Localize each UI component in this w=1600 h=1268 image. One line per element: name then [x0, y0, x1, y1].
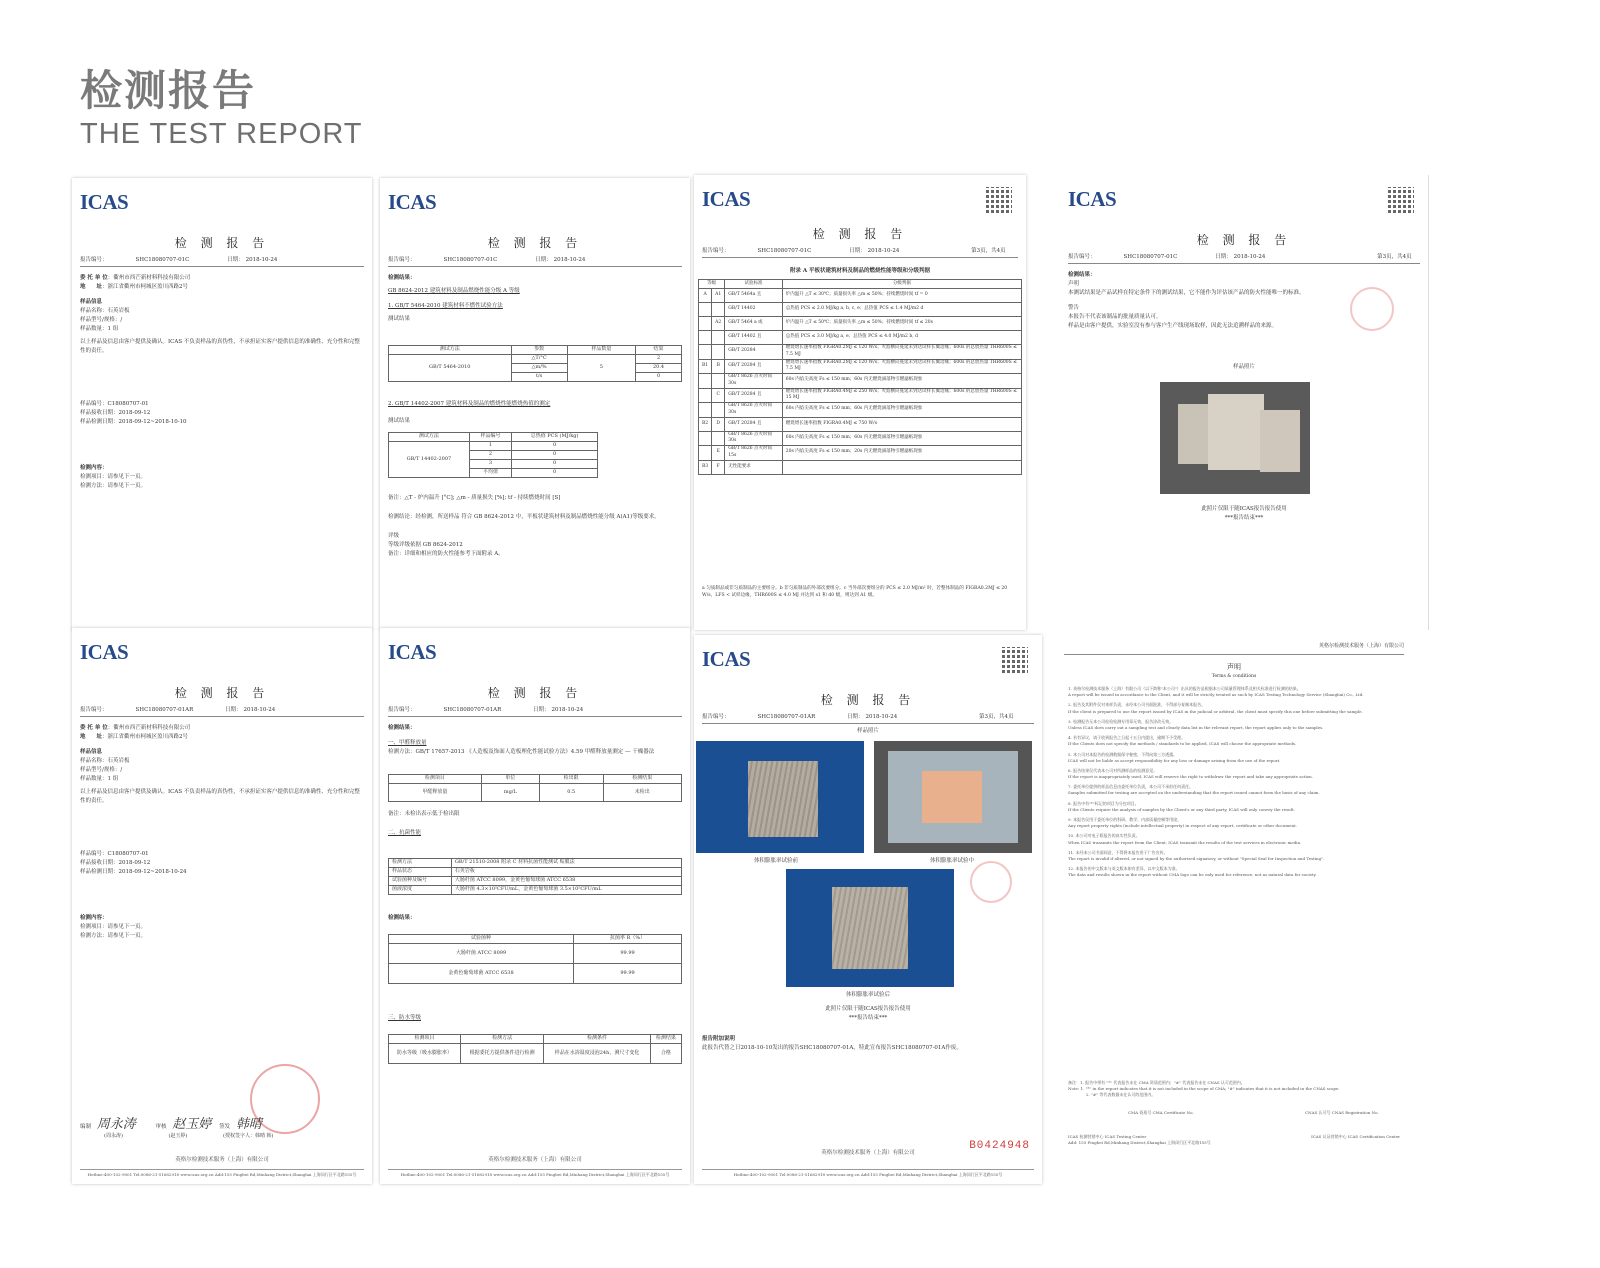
signatures: 编制 周永涛 审核 赵玉婷 签发 韩晴 [80, 1117, 262, 1132]
table-calorific: 测试方法 样品编号 总热值 PCS (MJ/kg) GB/T 14402-2007 1 0 2 0 3 0 平均值 0 [388, 432, 598, 478]
report-title: 检 测 报 告 [174, 236, 270, 250]
annex-row: GB/T 8626 点火时间 30s 60s 内焰尖高度 Fs ≤ 150 mm；60s 内无燃烧滴落物引燃滤纸现象 [699, 374, 1022, 389]
sample-photo-before [696, 741, 864, 853]
terms-line: 4. 若有异议，请于收到报告之日起十五日内提出，逾期不予受理。 [1068, 735, 1186, 741]
annex-row: GB/T 14402 且 总热值 PCS ≤ 3.0 MJ/kg a, e；总热值 PCS ≤ 4.0 MJ/m2 b, d [699, 331, 1022, 345]
report-title: 检 测 报 告 [1196, 233, 1292, 247]
table-noncombustibility: 测试方法 参数 样品数量 结果 GB/T 5464-2010 △T/°C 5 2 △m/% 20.4 t/s 0 [388, 345, 682, 382]
table-antibacterial-method: 检测方法 GB/T 21510-2008 附录 C 材料抗菌性能测试 贴膜法 样品状态 石英岩板 试验菌种及编号 大肠杆菌 ATCC 8099，金黄色葡萄球菌 ATCC 6538 菌液浓度 大肠杆菌 4.3×10⁵CFU/mL，金黄色葡萄球菌 3.5×10⁵CFU/mL [388, 858, 682, 895]
qr-code-icon [986, 187, 1012, 213]
annex-row: B3 F 无性能要求 [699, 460, 1022, 474]
sample-photo-during [874, 741, 1032, 853]
table-formaldehyde: 检测项目 单位 检出限 检测结果 甲醛释放量 mg/L 0.5 未检出 [388, 774, 682, 802]
terms-line: If the report is inappropriately used, ICAS will reserve the right to withdraw the report and take any appropriate action. [1068, 774, 1314, 780]
icas-logo: ICAS [702, 187, 751, 211]
annex-row: A2 GB/T 5464 a 或 炉内温升 △T ≤ 50℃；质量损失率 △m ≤ 50%；持续燃烧时间 tf ≤ 20s [699, 317, 1022, 331]
report-page-4: ICAS 检 测 报 告 报告编号： SHC18080707-01C 日期： 2018-10-24 第3页，共4页 检测结果： 声明 本测试结果是产品试样在特定条件下的测试结果，它不能作为评估该产品的防火性能唯一的标准。 警告 本报告不代表该制品的批量质量认可。 样品是由客户提供，实验室没有参与客户生产线现场取样，因此无法追溯样品的来源。 样品照片 此照片仅限于随ICAS报告报告使用 ***报告结束*** [1060, 175, 1429, 630]
terms-line: If the Clients require the analysis of samples by the Client's or any third party, ICAS will only convey the result. [1068, 806, 1295, 812]
report-meta: 报告编号： SHC18080707-01AR 日期： 2018-10-24 [80, 707, 276, 713]
annex-row: B2 D GB/T 20284 且 燃烧增长速率指数 FIGRA0.4MJ ≤ 750 W/s [699, 417, 1022, 431]
report-page-5: ICAS 检 测 报 告 报告编号： SHC18080707-01AR 日期： 2018-10-24 委 托 单 位：衢州市西芒新材料科技有限公司 地 址：浙江省衢州市柯城区盈川西路2号 样品信息 样品名称：石英岩板 样品型号/规格：/ 样品数量：1 组 以上样品及信息由客户提供及确认。ICAS 不负责样品的真伪性，不承担证实客户提供信息的准确性、充分性和完整性的责任。 样品编号：C18080707-01 样品接收日期：2018-09-12 样品检测日期：2018-09-12~2018-10-24 检测内容： 检测项目：请参见下一页。 检测方法：请参见下一页。 编制 周永涛 审核 赵玉婷 签发 韩晴 (周永涛) (赵玉婷) (授权签字人：韩晴 韩) 英格尔检测技术服务（上海）有限公司 Hotline:400-102-9001 Tel:0086-21-51682918 www.icas.org.cn Add:155 Pingbei Rd,Minhang District,Shanghai 上海闵行区平北路155号 [72, 628, 372, 1184]
report-page-2: ICAS 检 测 报 告 报告编号： SHC18080707-01C 日期： 2018-10-24 检测结果： GB 8624-2012 建筑材料及制品燃烧性能分级 A 等级 1. GB/T 5464-2010 建筑材料不燃性试验方法 测试结果 测试方法 参数 样品数量 结果 GB/T 5464-2010 △T/°C 5 2 △m/% 20.4 t/s 0 2. GB/T 14402-2007 建筑材料及制品的燃烧性能燃烧热值的测定 测试结果 测试方法 样品编号 总热值 PCS (MJ/kg) GB/T 14402-2007 1 0 2 0 3 0 平均值 0 备注：△T - 炉内温升 [°C]; △m - 质量损失 [%]; tf - 持续燃烧时间 [S] 检测结论：经检测，所送样品 符合 GB 8624-2012 中，平板状建筑材料及制品燃烧性能分级 A(A1)等级要求。 评级 等级评级依据 GB 8624-2012 备注：详细和相应的防火性能参考下面附录 A。 [380, 178, 690, 630]
report-meta: 报告编号： SHC18080707-01AR 日期： 2018-10-24 第3页，共4页 [702, 714, 1014, 720]
terms-line: 1. 英格尔检测技术服务（上海）有限公司（以下简称"本公司"）出具的报告是根据本公司质量管理体系及相关标准进行检测的结果。 [1068, 686, 1301, 691]
report-title: 检 测 报 告 [487, 236, 583, 250]
annex-row: GB/T 8626 点火时间 30s 60s 内焰尖高度 Fs ≤ 150 mm；60s 内无燃烧滴落物引燃滤纸现象 [699, 431, 1022, 446]
client-info: 委 托 单 位：衢州市西芒新材料科技有限公司 地 址：浙江省衢州市柯城区盈川西路2号 样品信息 样品名称：石英岩板 样品型号/规格：/ 样品数量：1 组 以上样品及信息由客户提供及确认。ICAS 不负责样品的真伪性，不承担证实客户提供信息的准确性、充分性和完整性的责任。 [80, 275, 360, 355]
annex-row: E GB/T 8626 点火时间 15s 20s 内焰尖高度 Fs ≤ 150 mm；20s 内无燃烧滴落物引燃滤纸现象 [699, 446, 1022, 461]
sample-photo-after [786, 869, 954, 987]
terms-line: 3. 检测报告无本公司检验检测专用章无效，报告涂改无效。 [1068, 718, 1174, 724]
report-page-7: ICAS 检 测 报 告 报告编号： SHC18080707-01AR 日期： 2018-10-24 第3页，共4页 样品照片 体积膨胀率试验前 体积膨胀率试验中 体积膨胀率试验后 此照片仅限于随ICAS报告报告使用 ***报告结束*** 报告附加说明 此报告代替之日2018-10-10发出的报告SHC18080707-01A，特此宣布报告SHC18080707-01A作废。 B0424948 英格尔检测技术服务（上海）有限公司 Hotline:400-102-9001 Tel:0086-21-51682918 www.icas.org.cn Add:155 Pingbei Rd,Minhang District,Shanghai 上海闵行区平北路155号 [694, 635, 1042, 1184]
qr-code-icon [1388, 187, 1414, 213]
icas-logo: ICAS [80, 190, 129, 214]
test-content: 检测内容： 检测项目：请参见下一页。 检测方法：请参见下一页。 [80, 465, 147, 490]
qr-code-icon [1002, 647, 1028, 673]
report-title: 检 测 报 告 [174, 686, 270, 700]
terms-line: 10. 本公司对电子版报告的真实性负责。 [1068, 833, 1140, 839]
report-title: 检 测 报 告 [820, 693, 916, 707]
terms-line: If the Clients does not specify the methods / standards to be applied, ICAS will choose the appropriate methods. [1068, 741, 1297, 747]
icas-logo: ICAS [80, 640, 129, 664]
conclusion: 检测结论：经检测，所送样品 符合 GB 8624-2012 中，平板状建筑材料及制品燃烧性能分级 A(A1)等级要求。 [388, 514, 660, 521]
report-page-1 [72, 178, 372, 630]
terms-line: 5. 本公司对本报告的检测数据保守秘密，不得向第三方透露。 [1068, 751, 1178, 757]
terms-line: When ICAS transmits the report from the Client, ICAS transmit the results of the test services in electronic media. [1068, 839, 1302, 845]
page-title-en: THE TEST REPORT [80, 118, 363, 150]
serial-number: B0424948 [969, 1139, 1030, 1152]
icas-logo: ICAS [1068, 187, 1117, 211]
report-page-8: 英格尔检测技术服务（上海）有限公司 声明 Terms & conditions 1. 英格尔检测技术服务（上海）有限公司（以下简称"本公司"）出具的报告是根据本公司质量管理体系及相关标准进行检测的结果。 A report will be issued in accordance to the Client, and it will be strictly treated as such by ICAS Testing Technology Service (Shanghai) Co., Ltd. 2. 报告及其附件仅对来样负责，未经本公司书面批准，不得部分复制本报告。 If the client is prepared to use the report issued by ICAS in the judicial or arbitral, the client must specify this one before submitting the sample. 3. 检测报告无本公司检验检测专用章无效，报告涂改无效。 Unless ICAS does carry out a sampling test and clearly data list in the relevant report, the report applies only to the samples. 4. 若有异议，请于收到报告之日起十五日内提出，逾期不予受理。 If the Clients does not specify the methods / standards to be applied, ICAS will choose the appropriate methods. 5. 本公司对本报告的检测数据保守秘密，不得向第三方透露。 ICAS will not be liable as accept responsibility for any loss or damage arising from the use of the report. 6. 报告结果仅代表本公司对所测样品的检测意见。 If the report is inappropriately used, ICAS will reserve the right to withdraw the report and take any appropriate action. 7. 委托单位提供的样品信息由委托单位负责，本公司不承担任何责任。 Samples submitted for testing are accepted on the understanding that the report issued cannot form the basis of any claim. 8. 报告中有"*"标记的项目为分包项目。 If the Clients require the analysis of samples by the Client's or any third party, ICAS will only convey the result. 9. 本报告仅用于委托单位的科研、教学、内部质量控制等用途。 Any report property rights (include intellectual property) in respect of any report, certificate or other document. 10. 本公司对电子版报告的真实性负责。 When ICAS transmits the report from the Client, ICAS transmit the results of the test services in electronic media. 11. 未经本公司书面同意，不得将本报告用于广告宣传。 The report is invalid if altered, or not signed by the authorized signatory, or without "Special Seal for Inspection and Testing". 12. 本报告的中文版本与英文版本如有差异，以中文版本为准。 The data and results shown in the report without CMA logo can be only used for reference, not as natural data for society. 备注：1. 报告中带有 "*" 代表报告未在 CMA 资质范围内；"#" 代表报告未在 CNAS 认可范围内。 Note: 1. "*" in the report indicates that it is not included in the scope of CMA; "#" indicates that it is not included in the CNAS scope. 2. "#" 等代表数据未在认可的范围内。 CMA 资质号 CMA Certificate No. CNAS 认可号 CNAS Registration No. ICAS 检测营销中心 ICAS Testing Center ICAS 认证营销中心 ICAS Certification Center Add: 155 Pingbei Rd,Minhang District,Shanghai 上海闵行区平北路155号 [1056, 640, 1412, 1182]
sample-dates: 样品编号：C18080707-01 样品接收日期：2018-09-12 样品检测日期：2018-09-12~2018-10-24 [80, 851, 187, 876]
annex-row: C GB/T 20284 且 燃烧增长速率指数 FIGRA0.4MJ ≤ 250 W/s；火焰横向蔓延未到达试样长翼边缘；600s 的总放热量 THR600S ≤ 15 MJ [699, 388, 1022, 403]
annex-row: GB/T 20284 燃烧增长速率指数 FIGRA0.2MJ ≤ 120 W/s；火焰横向蔓延未到达试样长翼边缘；600s 的总放热量 THR600S ≤ 7.5 MJ [699, 345, 1022, 360]
terms-line: Unless ICAS does carry out a sampling test and clearly data list in the relevant report, the report applies only to the samples. [1068, 724, 1324, 730]
annex-row: GB/T 8626 点火时间 30s 60s 内焰尖高度 Fs ≤ 150 mm；60s 内无燃烧滴落物引燃滤纸现象 [699, 403, 1022, 418]
report-page-3: ICAS 检 测 报 告 报告编号： SHC18080707-01C 日期： 2018-10-24 第3页，共4页 附录 A 平板状建筑材料及制品的燃烧性能等级和分级判据 等级 试验标准 分级判据 A A1 GB/T 5464a 且 炉内温升 △T ≤ 30℃；质量损失率 △m ≤ 50%；持续燃烧时间 tf = 0 GB/T 14402 总热值 PCS ≤ 2.0 MJ/kg a, b, c, e；总热值 PCS ≤ 1.4 MJ/m2 d A2 GB/T 5464 a 或 炉内温升 △T ≤ 50℃；质量损失率 △m ≤ 50%；持续燃烧时间 tf ≤ 20s GB/T 14402 且 总热值 PCS ≤ 3.0 MJ/kg a, e；总热值 PCS ≤ 4.0 MJ/m2 b, d GB/T 20284 燃烧增长速率指数 FIGRA0.2MJ ≤ 120 W/s；火焰横向蔓延未到达试样长翼边缘；600s 的总放热量 THR600S ≤ 7.5 MJ B1 B GB/T 20284 且 燃烧增长速率指数 FIGRA0.2MJ ≤ 120 W/s；火焰横向蔓延未到达试样长翼边缘；600s 的总放热量 THR600S ≤ 7.5 MJ GB/T 8626 点火时间 30s 60s 内焰尖高度 Fs ≤ 150 mm；60s 内无燃烧滴落物引燃滤纸现象 C GB/T 20284 且 燃烧增长速率指数 FIGRA0.4MJ ≤ 250 W/s；火焰横向蔓延未到达试样长翼边缘；600s 的总放热量 THR600S ≤ 15 MJ GB/T 8626 点火时间 30s 60s 内焰尖高度 Fs ≤ 150 mm；60s 内无燃烧滴落物引燃滤纸现象 B2 D GB/T 20284 且 燃烧增长速率指数 FIGRA0.4MJ ≤ 750 W/s GB/T 8626 点火时间 30s 60s 内焰尖高度 Fs ≤ 150 mm；60s 内无燃烧滴落物引燃滤纸现象 E GB/T 8626 点火时间 15s 20s 内焰尖高度 Fs ≤ 150 mm；20s 内无燃烧滴落物引燃滤纸现象 B3 F 无性能要求 a 匀质制品或非匀质制品的主要组分。b 非匀质制品的外部次要组分。c 当外部次要组分的 PCS ≤ 2.0 MJ/m² 时，若整体制品的 FIGRA0.2MJ ≤ 20 W/s，LFS < 试样边缘，THR600S ≤ 4.0 MJ 并达到 s1 和 d0 级，则达到 A1 级。 [694, 175, 1026, 630]
sample-photo [1160, 382, 1310, 494]
terms-line: 12. 本报告的中文版本与英文版本如有差异，以中文版本为准。 [1068, 866, 1180, 872]
table-waterproof: 检测项目 检测方法 检测条件 检测结果 防水等级（吸水膨胀率） 根据委托方提供条件进行检测 样品在水浴温度浸泡24h，测尺寸变化 合格 [388, 1034, 682, 1064]
page-title-cn: 检测报告 [80, 66, 257, 115]
icas-logo: ICAS [388, 190, 437, 214]
annex-row: B1 B GB/T 20284 且 燃烧增长速率指数 FIGRA0.2MJ ≤ 120 W/s；火焰横向蔓延未到达试样长翼边缘；600s 的总放热量 THR600S ≤ 7.5 MJ [699, 359, 1022, 374]
report-meta: 报告编号： SHC18080707-01C 日期： 2018-10-24 第3页，共4页 [1068, 254, 1412, 260]
icas-logo: ICAS [702, 647, 751, 671]
annex-row: GB/T 14402 总热值 PCS ≤ 2.0 MJ/kg a, b, c, e；总热值 PCS ≤ 1.4 MJ/m2 d [699, 303, 1022, 317]
terms-line: The data and results shown in the report without CMA logo can be only used for reference, not as natural data for society. [1068, 872, 1317, 878]
terms-line: ICAS will not be liable as accept responsibility for any loss or damage arising from the use of the report. [1068, 757, 1281, 763]
report-title: 检 测 报 告 [812, 227, 908, 241]
terms-line: 2. 报告及其附件仅对来样负责，未经本公司书面批准，不得部分复制本报告。 [1068, 702, 1206, 708]
terms-line: The report is invalid if altered, or not signed by the authorized signatory, or without "Special Seal for Inspection and Testing". [1068, 855, 1325, 861]
terms-list [1068, 686, 1400, 883]
terms-line: 11. 未经本公司书面同意，不得将本报告用于广告宣传。 [1068, 849, 1168, 855]
report-meta: 报告编号： SHC18080707-01C 日期： 2018-10-24 [80, 257, 278, 263]
report-meta: 报告编号： SHC18080707-01C 日期： 2018-10-24 第3页，共4页 [702, 248, 1006, 254]
table-antibacterial-result: 试验菌种 抗菌率 R（%） 大肠杆菌 ATCC 8099 99.99 金黄色葡萄球菌 ATCC 6538 99.99 [388, 934, 682, 984]
icas-logo: ICAS [388, 640, 437, 664]
terms-line: 6. 报告结果仅代表本公司对所测样品的检测意见。 [1068, 767, 1158, 773]
report-meta: 报告编号： SHC18080707-01C 日期： 2018-10-24 [388, 257, 586, 263]
report-page-6: ICAS 检 测 报 告 报告编号： SHC18080707-01AR 日期： 2018-10-24 检测结果： 一、甲醛释放量 检测方法：GB/T 17657-2013 《人造板及饰面人造板理化性能试验方法》4.59 甲醛释放量测定 — 干燥器法 检测项目 单位 检出限 检测结果 甲醛释放量 mg/L 0.5 未检出 备注：未检出表示低于检出限 二、抗菌性能 检测方法 GB/T 21510-2008 附录 C 材料抗菌性能测试 贴膜法 样品状态 石英岩板 试验菌种及编号 大肠杆菌 ATCC 8099，金黄色葡萄球菌 ATCC 6538 菌液浓度 大肠杆菌 4.3×10⁵CFU/mL，金黄色葡萄球菌 3.5×10⁵CFU/mL 检测结果： 试验菌种 抗菌率 R（%） 大肠杆菌 ATCC 8099 99.99 金黄色葡萄球菌 ATCC 6538 99.99 三、防水等级 检测项目 检测方法 检测条件 检测结果 防水等级（吸水膨胀率） 根据委托方提供条件进行检测 样品在水浴温度浸泡24h，测尺寸变化 合格 英格尔检测技术服务（上海）有限公司 Hotline:400-102-9001 Tel:0086-21-51682918 www.icas.org.cn Add:155 Pingbei Rd,Minhang District,Shanghai 上海闵行区平北路155号 [380, 628, 690, 1184]
terms-line: A report will be issued in accordance to the Client, and it will be strictly treated as such by ICAS Testing Technology Service (Shanghai) Co., Ltd. [1068, 692, 1364, 698]
sample-dates: 样品编号：C18080707-01 样品接收日期：2018-09-12 样品检测日期：2018-09-12~2018-10-10 [80, 401, 187, 426]
terms-line: 7. 委托单位提供的样品信息由委托单位负责，本公司不承担任何责任。 [1068, 784, 1194, 790]
client-info: 委 托 单 位：衢州市西芒新材料科技有限公司 地 址：浙江省衢州市柯城区盈川西路2号 样品信息 样品名称：石英岩板 样品型号/规格：/ 样品数量：1 组 以上样品及信息由客户提供及确认。ICAS 不负责样品的真伪性，不承担证实客户提供信息的准确性、充分性和完整性的责任。 [80, 725, 360, 805]
annex-row: A A1 GB/T 5464a 且 炉内温升 △T ≤ 30℃；质量损失率 △m ≤ 50%；持续燃烧时间 tf = 0 [699, 289, 1022, 303]
terms-line: Samples submitted for testing are accepted on the understanding that the report issued cannot form the basis of any claim. [1068, 790, 1320, 796]
terms-line: If the client is prepared to use the report issued by ICAS in the judicial or arbitral, the client must specify this one before submitting the sample. [1068, 708, 1363, 714]
test-content: 检测内容： 检测项目：请参见下一页。 检测方法：请参见下一页。 [80, 915, 147, 940]
terms-line: 9. 本报告仅用于委托单位的科研、教学、内部质量控制等用途。 [1068, 817, 1182, 822]
terms-line: 8. 报告中有"*"标记的项目为分包项目。 [1068, 800, 1139, 806]
terms-line: Any report property rights (include intellectual property) in respect of any report, certificate or other document. [1068, 823, 1297, 829]
report-meta: 报告编号： SHC18080707-01AR 日期： 2018-10-24 [388, 707, 584, 713]
table-annex-classification: 等级 试验标准 分级判据 A A1 GB/T 5464a 且 炉内温升 △T ≤ 30℃；质量损失率 △m ≤ 50%；持续燃烧时间 tf = 0 GB/T 14402 总热值 PCS ≤ 2.0 MJ/kg a, b, c, e；总热值 PCS ≤ 1.4 MJ/m2 d A2 GB/T 5464 a 或 炉内温升 △T ≤ 50℃；质量损失率 △m ≤ 50%；持续燃烧时间 tf ≤ 20s GB/T 14402 且 总热值 PCS ≤ 3.0 MJ/kg a, e；总热值 PCS ≤ 4.0 MJ/m2 b, d GB/T 20284 燃烧增长速率指数 FIGRA0.2MJ ≤ 120 W/s；火焰横向蔓延未到达试样长翼边缘；600s 的总放热量 THR600S ≤ 7.5 MJ B1 B GB/T 20284 且 燃烧增长速率指数 FIGRA0.2MJ ≤ 120 W/s；火焰横向蔓延未到达试样长翼边缘；600s 的总放热量 THR600S ≤ 7.5 MJ GB/T 8626 点火时间 30s 60s 内焰尖高度 Fs ≤ 150 mm；60s 内无燃烧滴落物引燃滤纸现象 C GB/T 20284 且 燃烧增长速率指数 FIGRA0.4MJ ≤ 250 W/s；火焰横向蔓延未到达试样长翼边缘；600s 的总放热量 THR600S ≤ 15 MJ GB/T 8626 点火时间 30s 60s 内焰尖高度 Fs ≤ 150 mm；60s 内无燃烧滴落物引燃滤纸现象 B2 D GB/T 20284 且 燃烧增长速率指数 FIGRA0.4MJ ≤ 750 W/s GB/T 8626 点火时间 30s 60s 内焰尖高度 Fs ≤ 150 mm；60s 内无燃烧滴落物引燃滤纸现象 E GB/T 8626 点火时间 15s 20s 内焰尖高度 Fs ≤ 150 mm；20s 内无燃烧滴落物引燃滤纸现象 B3 F 无性能要求 [698, 279, 1022, 475]
report-title: 检 测 报 告 [487, 686, 583, 700]
standard-title: GB 8624-2012 建筑材料及制品燃烧性能分级 A 等级 [388, 288, 520, 295]
